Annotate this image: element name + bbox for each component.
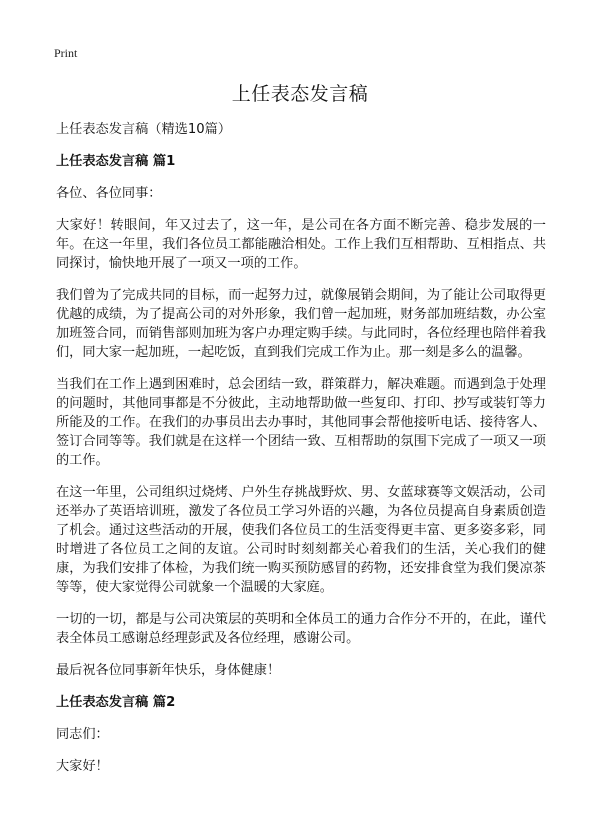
paragraph: 大家好！转眼间，年又过去了，这一年，是公司在各方面不断完善、稳步发展的一年。在这一年里，我们各位员工都能融洽相处。工作上我们互相帮助、互相指点、共同探讨，愉快地开展了一项又一项的工作。 xyxy=(56,218,546,271)
section-heading-1: 上任表态发言稿 篇1 xyxy=(56,154,176,169)
paragraph: 大家好！ xyxy=(56,759,109,774)
document-subtitle: 上任表态发言稿（精选10篇） xyxy=(56,122,232,137)
document-body xyxy=(56,120,546,789)
paragraph: 当我们在工作上遇到困难时，总会团结一致，群策群力，解决难题。而遇到急于处理的问题时，其他同事都是不分彼此，主动地帮助做一些复印、打印、抄写或装钉等力所能及的工作。在我们的办事员出去办事时，其他同事会帮他接听电话、接待客人、签订合同等等。我们就是在这样一个团结一致、互相帮助的氛围下完成了一项又一项的工作。 xyxy=(56,377,546,468)
paragraph: 在这一年里，公司组织过烧烤、户外生存挑战野炊、男、女蓝球赛等文娱活动，公司还举办了英语培训班，激发了各位员工学习外语的兴趣，为各位员提高自身素质创造了机会。通过这些活动的开展，使我们各位员工的生活变得更丰富、更多姿多彩，同时增进了各位员工之间的友谊。公司时时刻刻都关心着我们的生活，关心我们的健康，为我们安排了体检，为我们统一购买预防感冒的药物，还安排食堂为我们煲凉茶等等，使大家觉得公司就象一个温暖的大家庭。 xyxy=(56,485,546,595)
print-link[interactable]: Print xyxy=(54,46,78,60)
paragraph: 一切的一切，都是与公司决策层的英明和全体员工的通力合作分不开的，在此，谨代表全体员工感谢总经理彭武及各位经理，感谢公司。 xyxy=(56,612,546,646)
paragraph: 同志们： xyxy=(56,727,109,742)
paragraph: 各位、各位同事： xyxy=(56,186,162,201)
page-title: 上任表态发言稿 xyxy=(231,83,369,105)
paragraph: 我们曾为了完成共同的目标，而一起努力过，就像展销会期间，为了能让公司取得更优越的成绩，为了提高公司的对外形象，我们曾一起加班，财务部加班结数，办公室加班签合同，而销售部则加班为客户办理定购手续。与此同时，各位经理也陪伴着我们，同大家一起加班，一起吃饭，直到我们完成工作为止。那一刻是多么的温馨。 xyxy=(56,288,546,360)
section-heading-2: 上任表态发言稿 篇2 xyxy=(56,695,176,710)
paragraph: 最后祝各位同事新年快乐，身体健康！ xyxy=(56,663,281,678)
